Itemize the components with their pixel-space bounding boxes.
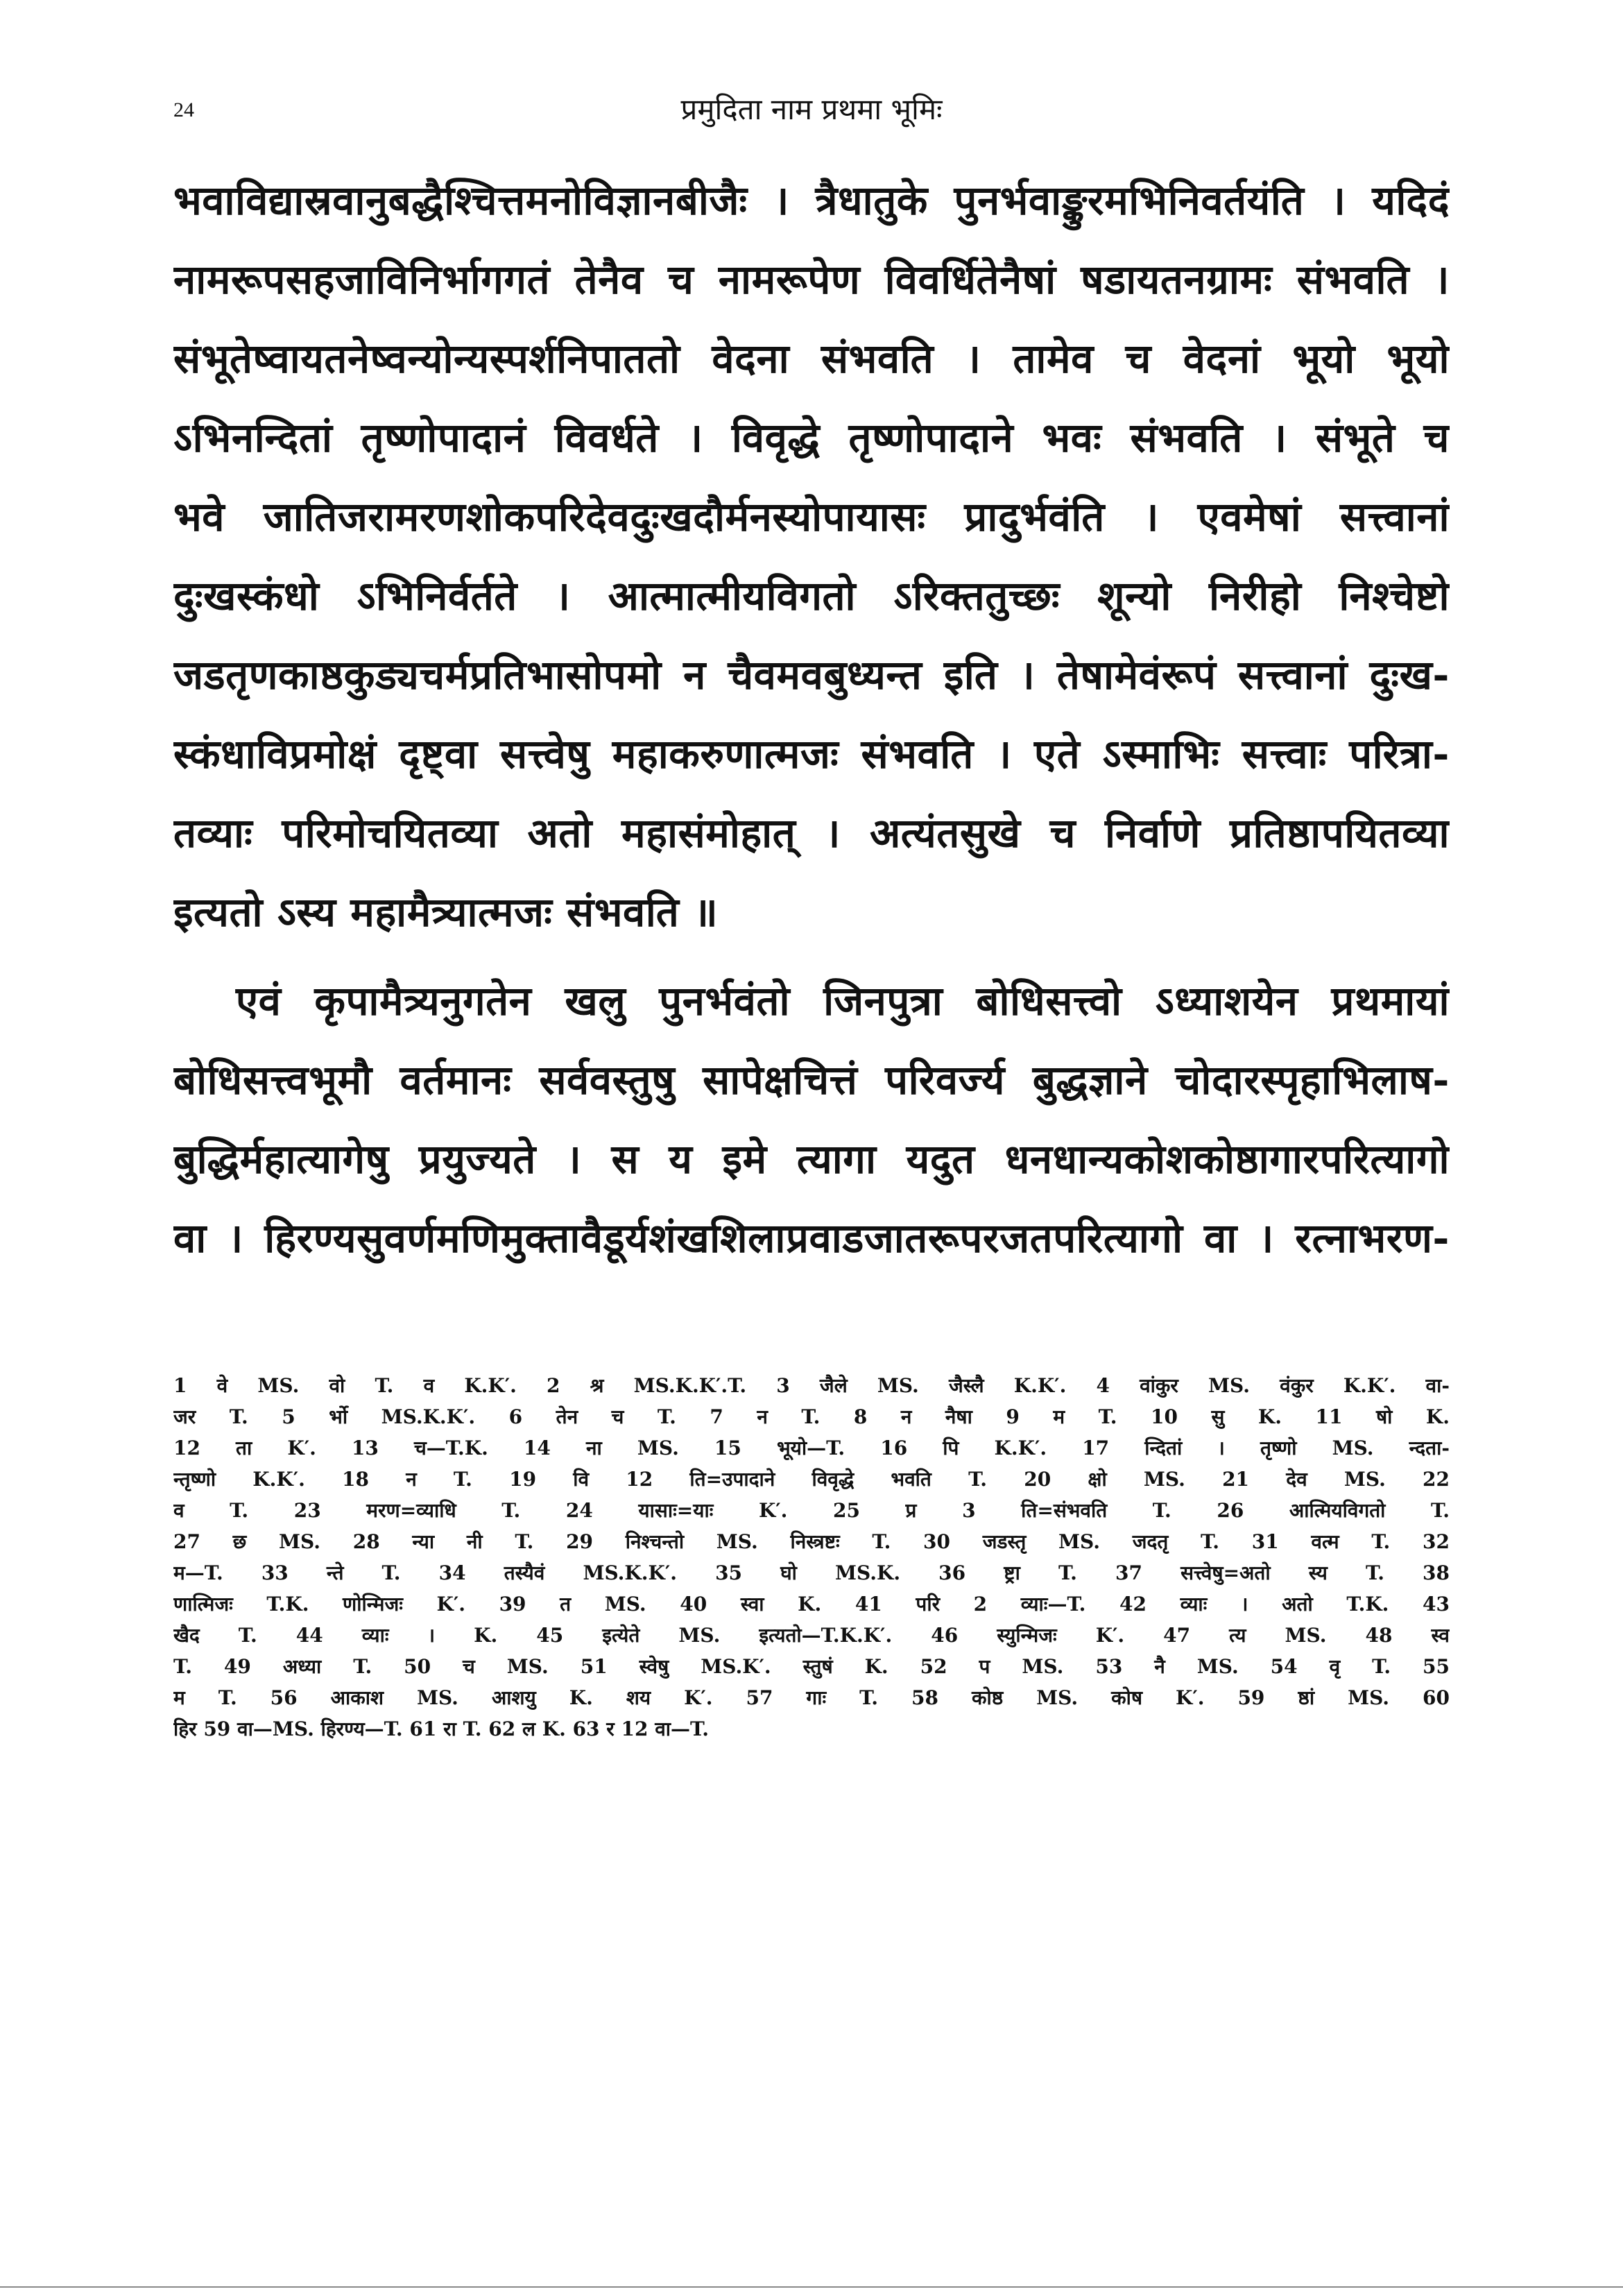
running-head: प्रमुदिता नाम प्रथमा भूमिः bbox=[680, 92, 943, 126]
paragraph-gap bbox=[173, 952, 1450, 961]
footnote-line: न्तृष्णो K.K′. 18 न T. 19 वि 12 ति=उपादाने विवृद्धे भवति T. 20 क्षो MS. 21 देव MS. 22 bbox=[173, 1468, 1450, 1491]
footnote-line: खैद T. 44 व्याः । K. 45 इत्येते MS. इत्यतो—T.K.K′. 46 स्युन्मिजः K′. 47 त्य MS. 48 स्व bbox=[173, 1624, 1450, 1647]
footnote-line: हिर 59 वा—MS. हिरण्य—T. 61 रा T. 62 ल K. 63 र 12 वा—T. bbox=[173, 1717, 709, 1740]
footnote-line: जर T. 5 र्भो MS.K.K′. 6 तेन च T. 7 न T. 8 न नैषा 9 म T. 10 सु K. 11 षो K. bbox=[173, 1405, 1450, 1428]
main-text bbox=[173, 161, 1450, 1278]
text-line-3: संभूतेष्वायतनेष्वन्योन्यस्पर्शनिपाततो वेदना संभवति । तामेव च वेदनां भूयो भूयो bbox=[173, 335, 1450, 382]
footnote-line: 1 वे MS. वो T. व K.K′. 2 श्र MS.K.K′.T. 3 जैले MS. जैस्लै K.K′. 4 वांकुर MS. वंकुर K.K′. वा- bbox=[173, 1374, 1450, 1397]
text-line-8: स्कंधाविप्रमोक्षं दृष्ट्वा सत्त्वेषु महाकरुणात्मजः संभवति । एते ऽस्माभिः सत्त्वाः परित्रा- bbox=[173, 730, 1450, 778]
text-line-5: भवे जातिजरामरणशोकपरिदेवदुःखदौर्मनस्योपायासः प्रादुर्भवंति । एवमेषां सत्त्वानां bbox=[173, 493, 1450, 540]
text-line-11: एवं कृपामैत्र्यनुगतेन खलु पुनर्भवंतो जिनपुत्रा बोधिसत्त्वो ऽध्याशयेन प्रथमायां bbox=[236, 977, 1450, 1025]
text-line-14: वा । हिरण्यसुवर्णमणिमुक्तावैडूर्यशंखशिलाप्रवाडजातरूपरजतपरित्यागो वा । रत्नाभरण- bbox=[173, 1215, 1450, 1262]
footnote-line: म T. 56 आकाश MS. आशयु K. शय K′. 57 गाः T. 58 कोष्ठ MS. कोष K′. 59 ष्ठां MS. 60 bbox=[173, 1686, 1450, 1709]
text-line-10: इत्यतो ऽस्य महामैत्र्यात्मजः संभवति ॥ bbox=[173, 889, 719, 936]
text-line-9: तव्याः परिमोचयितव्या अतो महासंमोहात् । अत्यंतसुखे च निर्वाणे प्रतिष्ठापयितव्या bbox=[173, 809, 1450, 857]
footnote-line: 27 छ MS. 28 न्या नी T. 29 निश्चन्तो MS. निस्त्रष्टः T. 30 जडस्तृ MS. जदतृ T. 31 वत्म T. 32 bbox=[173, 1530, 1450, 1553]
footnote-line: 12 ता K′. 13 च—T.K. 14 ना MS. 15 भूयो—T. 16 पि K.K′. 17 न्दितां । तृष्णो MS. न्दता- bbox=[173, 1437, 1450, 1459]
footnotes bbox=[173, 1370, 1450, 1745]
footnote-line: णात्मिजः T.K. णोन्मिजः K′. 39 त MS. 40 स्वा K. 41 परि 2 व्याः—T. 42 व्याः । अतो T.K. 43 bbox=[173, 1593, 1450, 1616]
text-line-13: बुद्धिर्महात्यागेषु प्रयुज्यते । स य इमे त्यागा यदुत धनधान्यकोशकोष्ठागारपरित्यागो bbox=[173, 1136, 1450, 1183]
page-number: 24 bbox=[173, 98, 194, 121]
text-line-2: नामरूपसहजाविनिर्भागगतं तेनैव च नामरूपेण विवर्धितेनैषां षडायतनग्रामः संभवति । bbox=[173, 256, 1450, 303]
text-line-4: ऽभिनन्दितां तृष्णोपादानं विवर्धते । विवृद्धे तृष्णोपादाने भवः संभवति । संभूते च bbox=[173, 414, 1450, 461]
text-line-1: भवाविद्यास्रवानुबद्धैश्चित्तमनोविज्ञानबीजैः । त्रैधातुके पुनर्भवाङ्कुरमभिनिवर्तयंति । यदिदं bbox=[173, 177, 1450, 224]
text-line-12: बोधिसत्त्वभूमौ वर्तमानः सर्ववस्तुषु सापेक्षचित्तं परिवर्ज्य बुद्धज्ञाने चोदारस्पृहाभिलाष- bbox=[173, 1056, 1450, 1104]
footnote-line: व T. 23 मरण=व्याधि T. 24 यासाः=याः K′. 25 प्र 3 ति=संभवति T. 26 आत्मियविगतो T. bbox=[173, 1499, 1450, 1522]
text-line-7: जडतृणकाष्ठकुड्यचर्मप्रतिभासोपमो न चैवमवबुध्यन्त इति । तेषामेवंरूपं सत्त्वानां दुःख- bbox=[173, 651, 1450, 699]
bottom-edge-rule bbox=[0, 2286, 1623, 2288]
footnote-line: म—T. 33 न्ते T. 34 तस्यैवं MS.K.K′. 35 घो MS.K. 36 ष्ट्रा T. 37 सत्त्वेषु=अतो स्य T. 38 bbox=[173, 1561, 1450, 1584]
footnote-line: T. 49 अध्या T. 50 च MS. 51 स्वेषु MS.K′. स्तुषं K. 52 प MS. 53 नै MS. 54 वृ T. 55 bbox=[173, 1655, 1450, 1678]
text-line-6: दुःखस्कंधो ऽभिनिर्वर्तते । आत्मात्मीयविगतो ऽरिक्ततुच्छः शून्यो निरीहो निश्चेष्टो bbox=[173, 572, 1450, 619]
